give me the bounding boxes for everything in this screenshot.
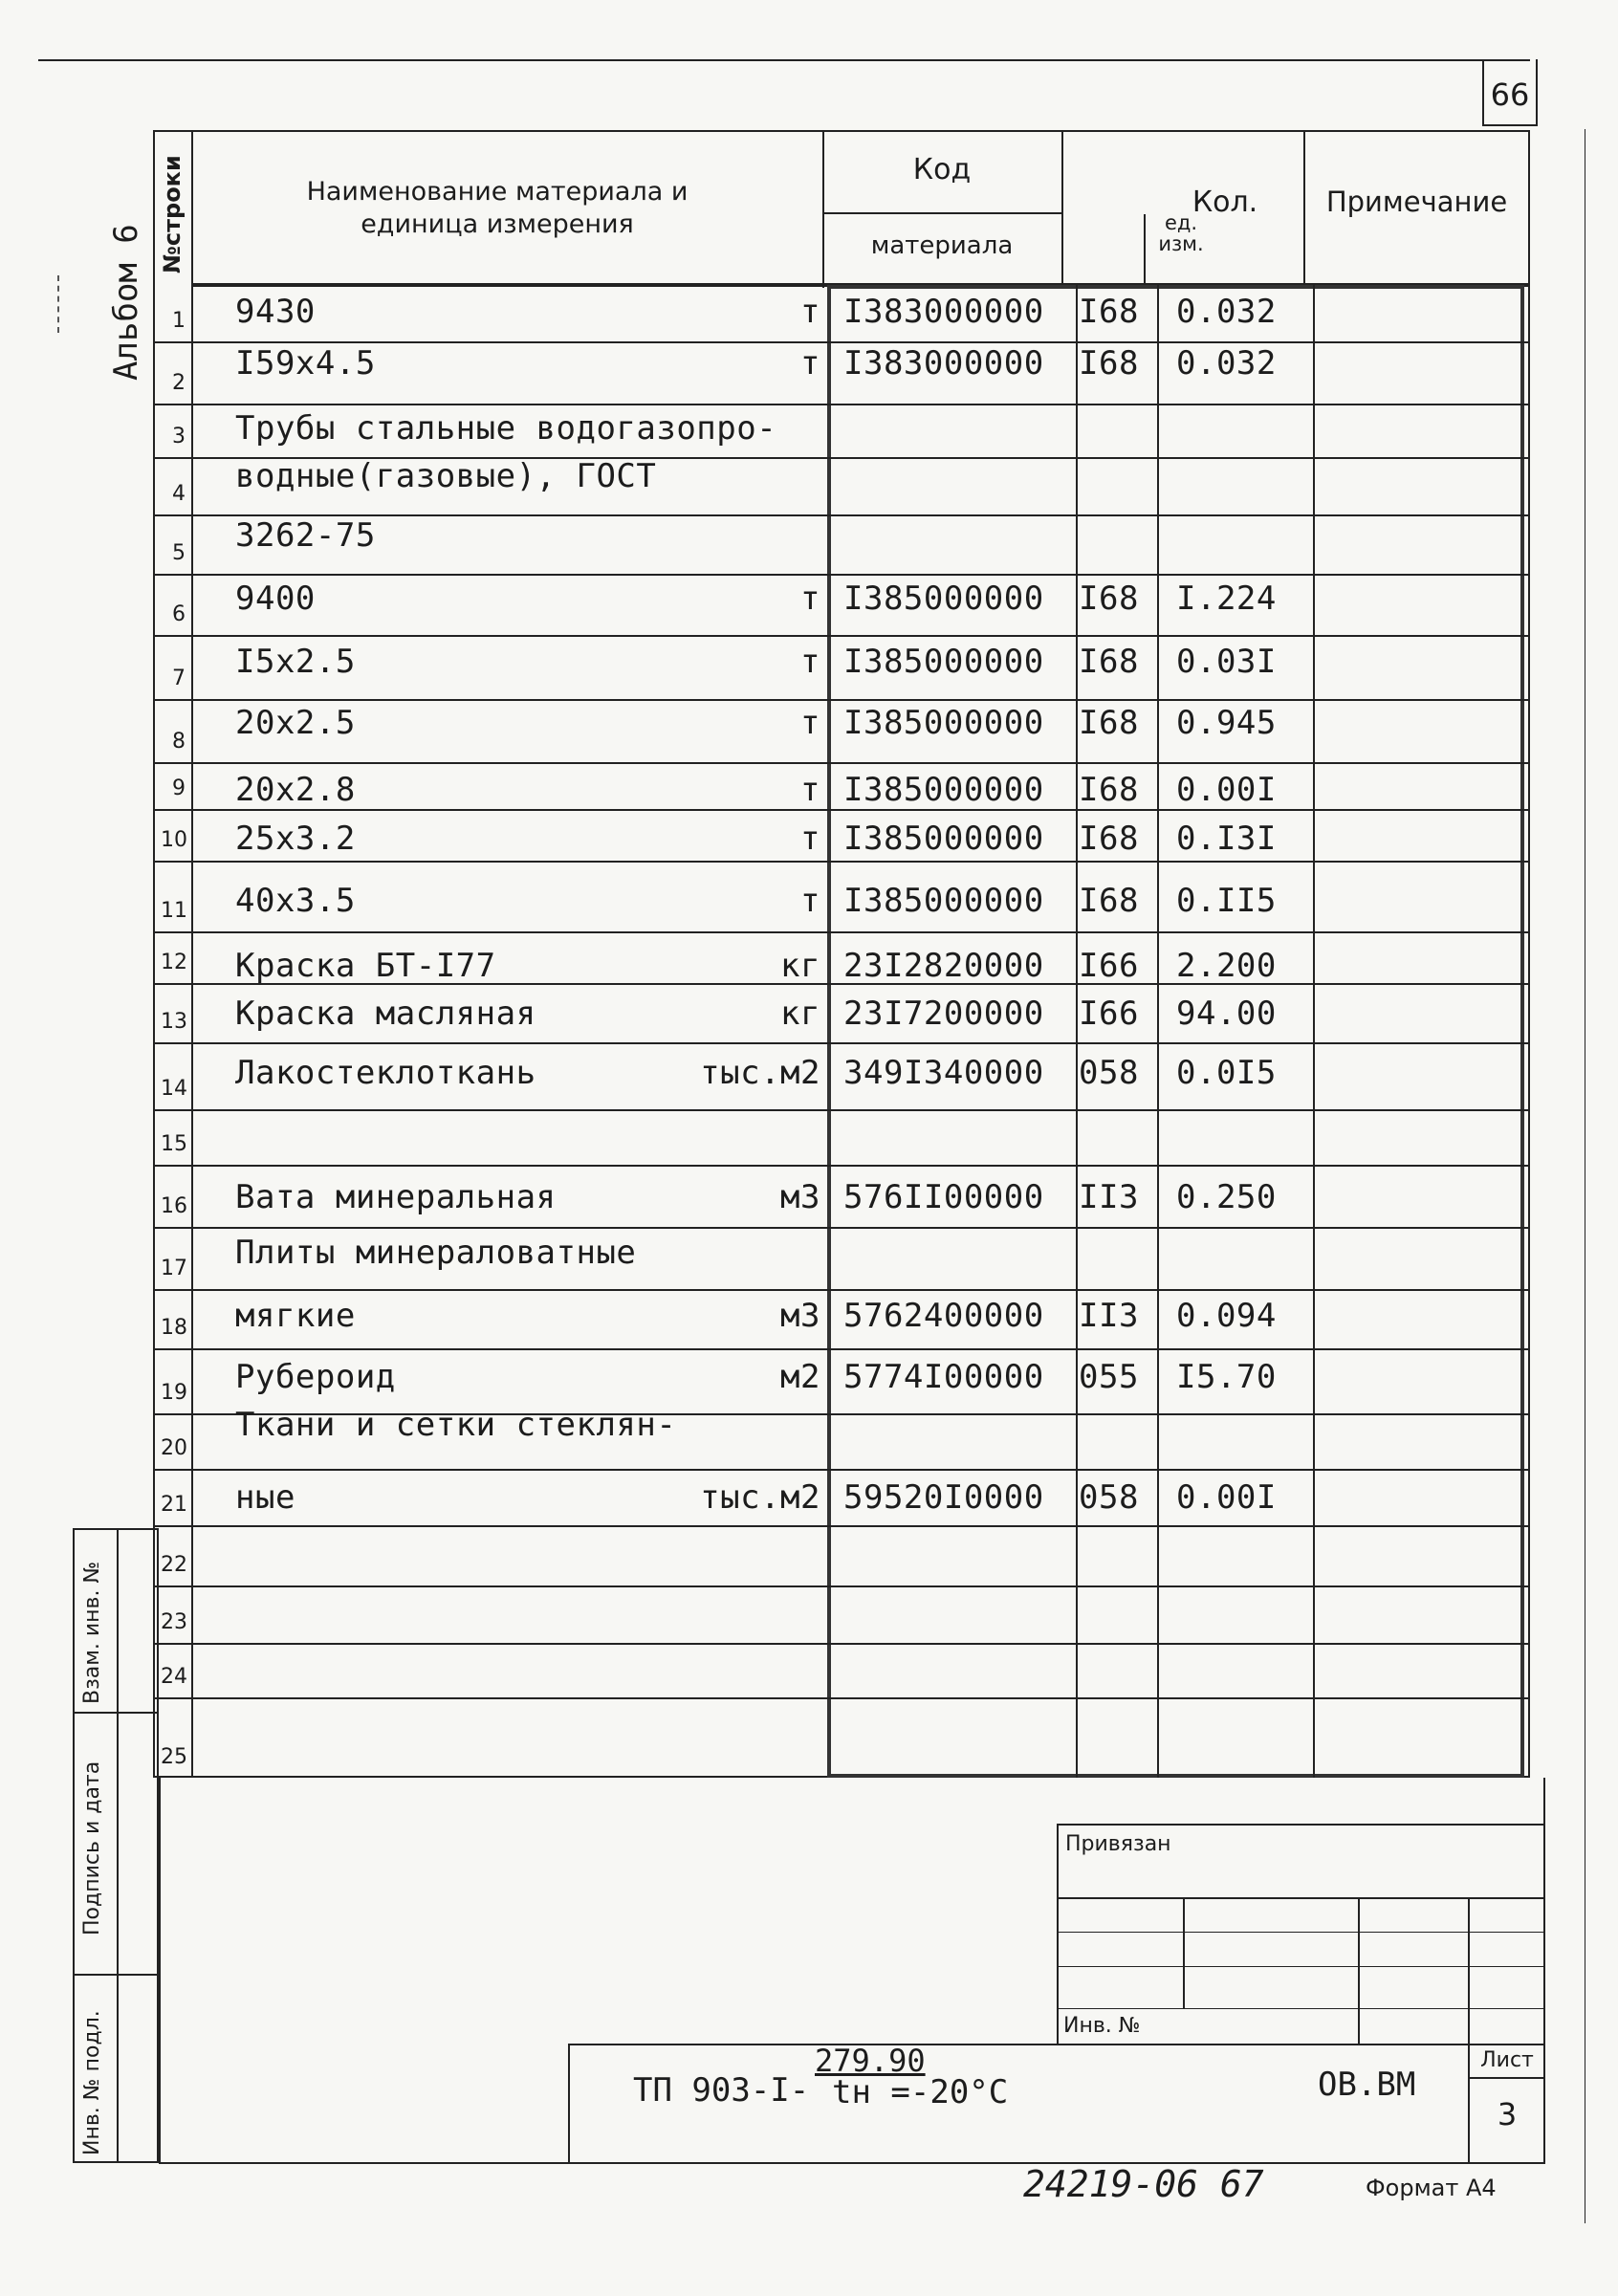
quantity: 0.032 bbox=[1176, 344, 1277, 383]
unit-code-header: ед. изм. bbox=[1158, 211, 1204, 255]
unit-of-measure: т bbox=[800, 704, 820, 742]
row-divider bbox=[153, 762, 1530, 764]
doc-temperature: tн =-20°C bbox=[832, 2073, 1009, 2111]
material-code: 576II00000 bbox=[843, 1178, 1044, 1216]
row-number: 13 bbox=[161, 1010, 187, 1034]
sheet-label: Лист bbox=[1480, 2048, 1534, 2072]
unit-code: I68 bbox=[1079, 344, 1139, 383]
material-name: Лакостеклоткань bbox=[235, 1054, 536, 1092]
row-divider bbox=[153, 1697, 1530, 1699]
unit-code: I68 bbox=[1079, 293, 1139, 331]
unit-code: I68 bbox=[1079, 771, 1139, 809]
row-divider bbox=[153, 574, 1530, 576]
quantity: 94.00 bbox=[1176, 995, 1277, 1033]
unit-of-measure: т bbox=[800, 344, 820, 383]
unit-of-measure: т bbox=[800, 771, 820, 809]
row-divider bbox=[153, 983, 1530, 985]
row-divider bbox=[153, 404, 1530, 405]
material-name: Плиты минераловатные bbox=[235, 1234, 637, 1272]
row-number: 12 bbox=[161, 951, 187, 974]
row-number: 24 bbox=[161, 1665, 187, 1689]
quantity: 0.250 bbox=[1176, 1178, 1277, 1216]
top-border-line bbox=[38, 59, 1530, 61]
row-divider bbox=[153, 1289, 1530, 1291]
row-number: 22 bbox=[161, 1553, 187, 1577]
row-divider bbox=[153, 699, 1530, 701]
unit-of-measure: м2 bbox=[780, 1358, 820, 1396]
sheet-value: 3 bbox=[1497, 2096, 1518, 2132]
unit-of-measure: т bbox=[800, 579, 820, 618]
unit-of-measure: тыс.м2 bbox=[700, 1478, 820, 1517]
row-divider bbox=[153, 861, 1530, 863]
unit-of-measure: т bbox=[800, 643, 820, 681]
material-name: 20x2.5 bbox=[235, 704, 356, 742]
row-divider bbox=[153, 1165, 1530, 1167]
name-header: Наименование материала и единица измерения bbox=[306, 177, 689, 239]
unit-code: I66 bbox=[1079, 995, 1139, 1033]
row-number-header: №строки bbox=[159, 155, 186, 273]
row-number: 6 bbox=[172, 602, 186, 626]
material-name: Вата минеральная bbox=[235, 1178, 557, 1216]
handwritten-archive-number: 24219-06 67 bbox=[1023, 2163, 1264, 2205]
qty-header: Кол. bbox=[1192, 186, 1258, 219]
row-divider bbox=[153, 1227, 1530, 1229]
row-divider bbox=[153, 1585, 1530, 1587]
doc-prefix: ТП 903-I- bbox=[633, 2071, 810, 2110]
row-divider bbox=[153, 1042, 1530, 1044]
unit-of-measure: м3 bbox=[780, 1178, 820, 1216]
material-name: Краска БТ-I77 bbox=[235, 947, 496, 985]
row-number: 16 bbox=[161, 1194, 187, 1218]
doc-code: ОВ.ВМ bbox=[1318, 2066, 1416, 2104]
material-code: 5762400000 bbox=[843, 1297, 1044, 1335]
signature-date-label: Подпись и дата bbox=[80, 1760, 104, 1935]
material-code: I385000000 bbox=[843, 820, 1044, 858]
unit-code: I68 bbox=[1079, 643, 1139, 681]
material-name: Ткани и сетки стеклян- bbox=[235, 1406, 677, 1444]
album-label: Альбом 6 bbox=[107, 224, 145, 381]
row-divider bbox=[153, 1643, 1530, 1645]
material-code: I383000000 bbox=[843, 293, 1044, 331]
row-number: 18 bbox=[161, 1316, 187, 1340]
quantity: 0.II5 bbox=[1176, 882, 1277, 920]
row-divider bbox=[153, 341, 1530, 343]
row-divider bbox=[153, 635, 1530, 637]
margin-dashes bbox=[57, 275, 62, 333]
unit-code: I68 bbox=[1079, 882, 1139, 920]
material-code: I385000000 bbox=[843, 771, 1044, 809]
note-header: Примечание bbox=[1325, 186, 1508, 218]
row-number: 11 bbox=[161, 899, 187, 923]
row-divider bbox=[153, 1469, 1530, 1471]
material-name: Рубероид bbox=[235, 1358, 396, 1396]
unit-of-measure: кг bbox=[780, 947, 820, 985]
row-number: 25 bbox=[161, 1745, 187, 1769]
row-number: 21 bbox=[161, 1493, 187, 1517]
row-number: 10 bbox=[161, 828, 187, 852]
quantity: I5.70 bbox=[1176, 1358, 1277, 1396]
row-number: 23 bbox=[161, 1610, 187, 1634]
row-number: 20 bbox=[161, 1436, 187, 1460]
row-number: 14 bbox=[161, 1077, 187, 1101]
material-code: I385000000 bbox=[843, 704, 1044, 742]
material-code: I385000000 bbox=[843, 882, 1044, 920]
row-number: 7 bbox=[172, 667, 186, 690]
quantity: I.224 bbox=[1176, 579, 1277, 618]
inv-podl-label: Инв. № подл. bbox=[80, 2010, 104, 2155]
format-label: Формат А4 bbox=[1366, 2175, 1497, 2201]
unit-code: I68 bbox=[1079, 820, 1139, 858]
unit-of-measure: кг bbox=[780, 995, 820, 1033]
material-name: I5x2.5 bbox=[235, 643, 356, 681]
quantity: 2.200 bbox=[1176, 947, 1277, 985]
unit-of-measure: т bbox=[800, 820, 820, 858]
unit-code: I68 bbox=[1079, 579, 1139, 618]
material-name: 40x3.5 bbox=[235, 882, 356, 920]
material-code: 59520I0000 bbox=[843, 1478, 1044, 1517]
row-divider bbox=[153, 1109, 1530, 1111]
quantity: 0.0I5 bbox=[1176, 1054, 1277, 1092]
unit-of-measure: тыс.м2 bbox=[700, 1054, 820, 1092]
row-divider bbox=[153, 931, 1530, 933]
quantity: 0.03I bbox=[1176, 643, 1277, 681]
material-name: мягкие bbox=[235, 1297, 356, 1335]
unit-of-measure: т bbox=[800, 882, 820, 920]
privyazan-block bbox=[1057, 1824, 1545, 2045]
unit-code: II3 bbox=[1079, 1178, 1139, 1216]
quantity: 0.00I bbox=[1176, 771, 1277, 809]
privyazan-label: Привязан bbox=[1065, 1832, 1171, 1856]
row-number: 5 bbox=[172, 541, 186, 565]
material-code-header: материала bbox=[870, 231, 1014, 260]
row-number: 2 bbox=[172, 371, 186, 395]
row-number: 8 bbox=[172, 730, 186, 754]
quantity: 0.032 bbox=[1176, 293, 1277, 331]
material-name: 25x3.2 bbox=[235, 820, 356, 858]
row-number: 15 bbox=[161, 1132, 187, 1156]
material-name: водные(газовые), ГОСТ bbox=[235, 457, 657, 495]
inv-no-label: Инв. № bbox=[1063, 2014, 1141, 2038]
material-code: I385000000 bbox=[843, 579, 1044, 618]
material-code: 5774I00000 bbox=[843, 1358, 1044, 1396]
row-number: 1 bbox=[172, 309, 186, 333]
material-name: 9400 bbox=[235, 579, 316, 618]
unit-code: II3 bbox=[1079, 1297, 1139, 1335]
unit-of-measure: м3 bbox=[780, 1297, 820, 1335]
row-number: 4 bbox=[172, 482, 186, 506]
material-code: I385000000 bbox=[843, 643, 1044, 681]
quantity: 0.I3I bbox=[1176, 820, 1277, 858]
unit-of-measure: т bbox=[800, 293, 820, 331]
vzam-inv-label: Взам. инв. № bbox=[80, 1561, 104, 1704]
quantity: 0.094 bbox=[1176, 1297, 1277, 1335]
unit-code: 058 bbox=[1079, 1478, 1139, 1517]
material-name: 20x2.8 bbox=[235, 771, 356, 809]
material-code: 23I7200000 bbox=[843, 995, 1044, 1033]
unit-code: I68 bbox=[1079, 704, 1139, 742]
unit-code: I66 bbox=[1079, 947, 1139, 985]
material-name: I59x4.5 bbox=[235, 344, 376, 383]
material-name: Трубы стальные водогазопро- bbox=[235, 409, 777, 448]
material-name: 3262-75 bbox=[235, 516, 376, 555]
unit-code: 055 bbox=[1079, 1358, 1139, 1396]
row-number: 17 bbox=[161, 1257, 187, 1280]
row-divider bbox=[153, 809, 1530, 811]
row-divider bbox=[153, 1525, 1530, 1527]
doc-number: 279.90 bbox=[815, 2043, 926, 2079]
material-code: I383000000 bbox=[843, 344, 1044, 383]
material-name: 9430 bbox=[235, 293, 316, 331]
quantity: 0.00I bbox=[1176, 1478, 1277, 1517]
row-divider bbox=[153, 1348, 1530, 1350]
unit-code: 058 bbox=[1079, 1054, 1139, 1092]
code-header: Код bbox=[912, 153, 972, 186]
material-code: 349I340000 bbox=[843, 1054, 1044, 1092]
row-number: 9 bbox=[172, 776, 186, 800]
material-name: ные bbox=[235, 1478, 295, 1517]
row-number: 19 bbox=[161, 1381, 187, 1405]
quantity: 0.945 bbox=[1176, 704, 1277, 742]
page-number: 66 bbox=[1490, 77, 1530, 113]
row-number: 3 bbox=[172, 425, 186, 448]
material-code: 23I2820000 bbox=[843, 947, 1044, 985]
material-name: Краска масляная bbox=[235, 995, 536, 1033]
